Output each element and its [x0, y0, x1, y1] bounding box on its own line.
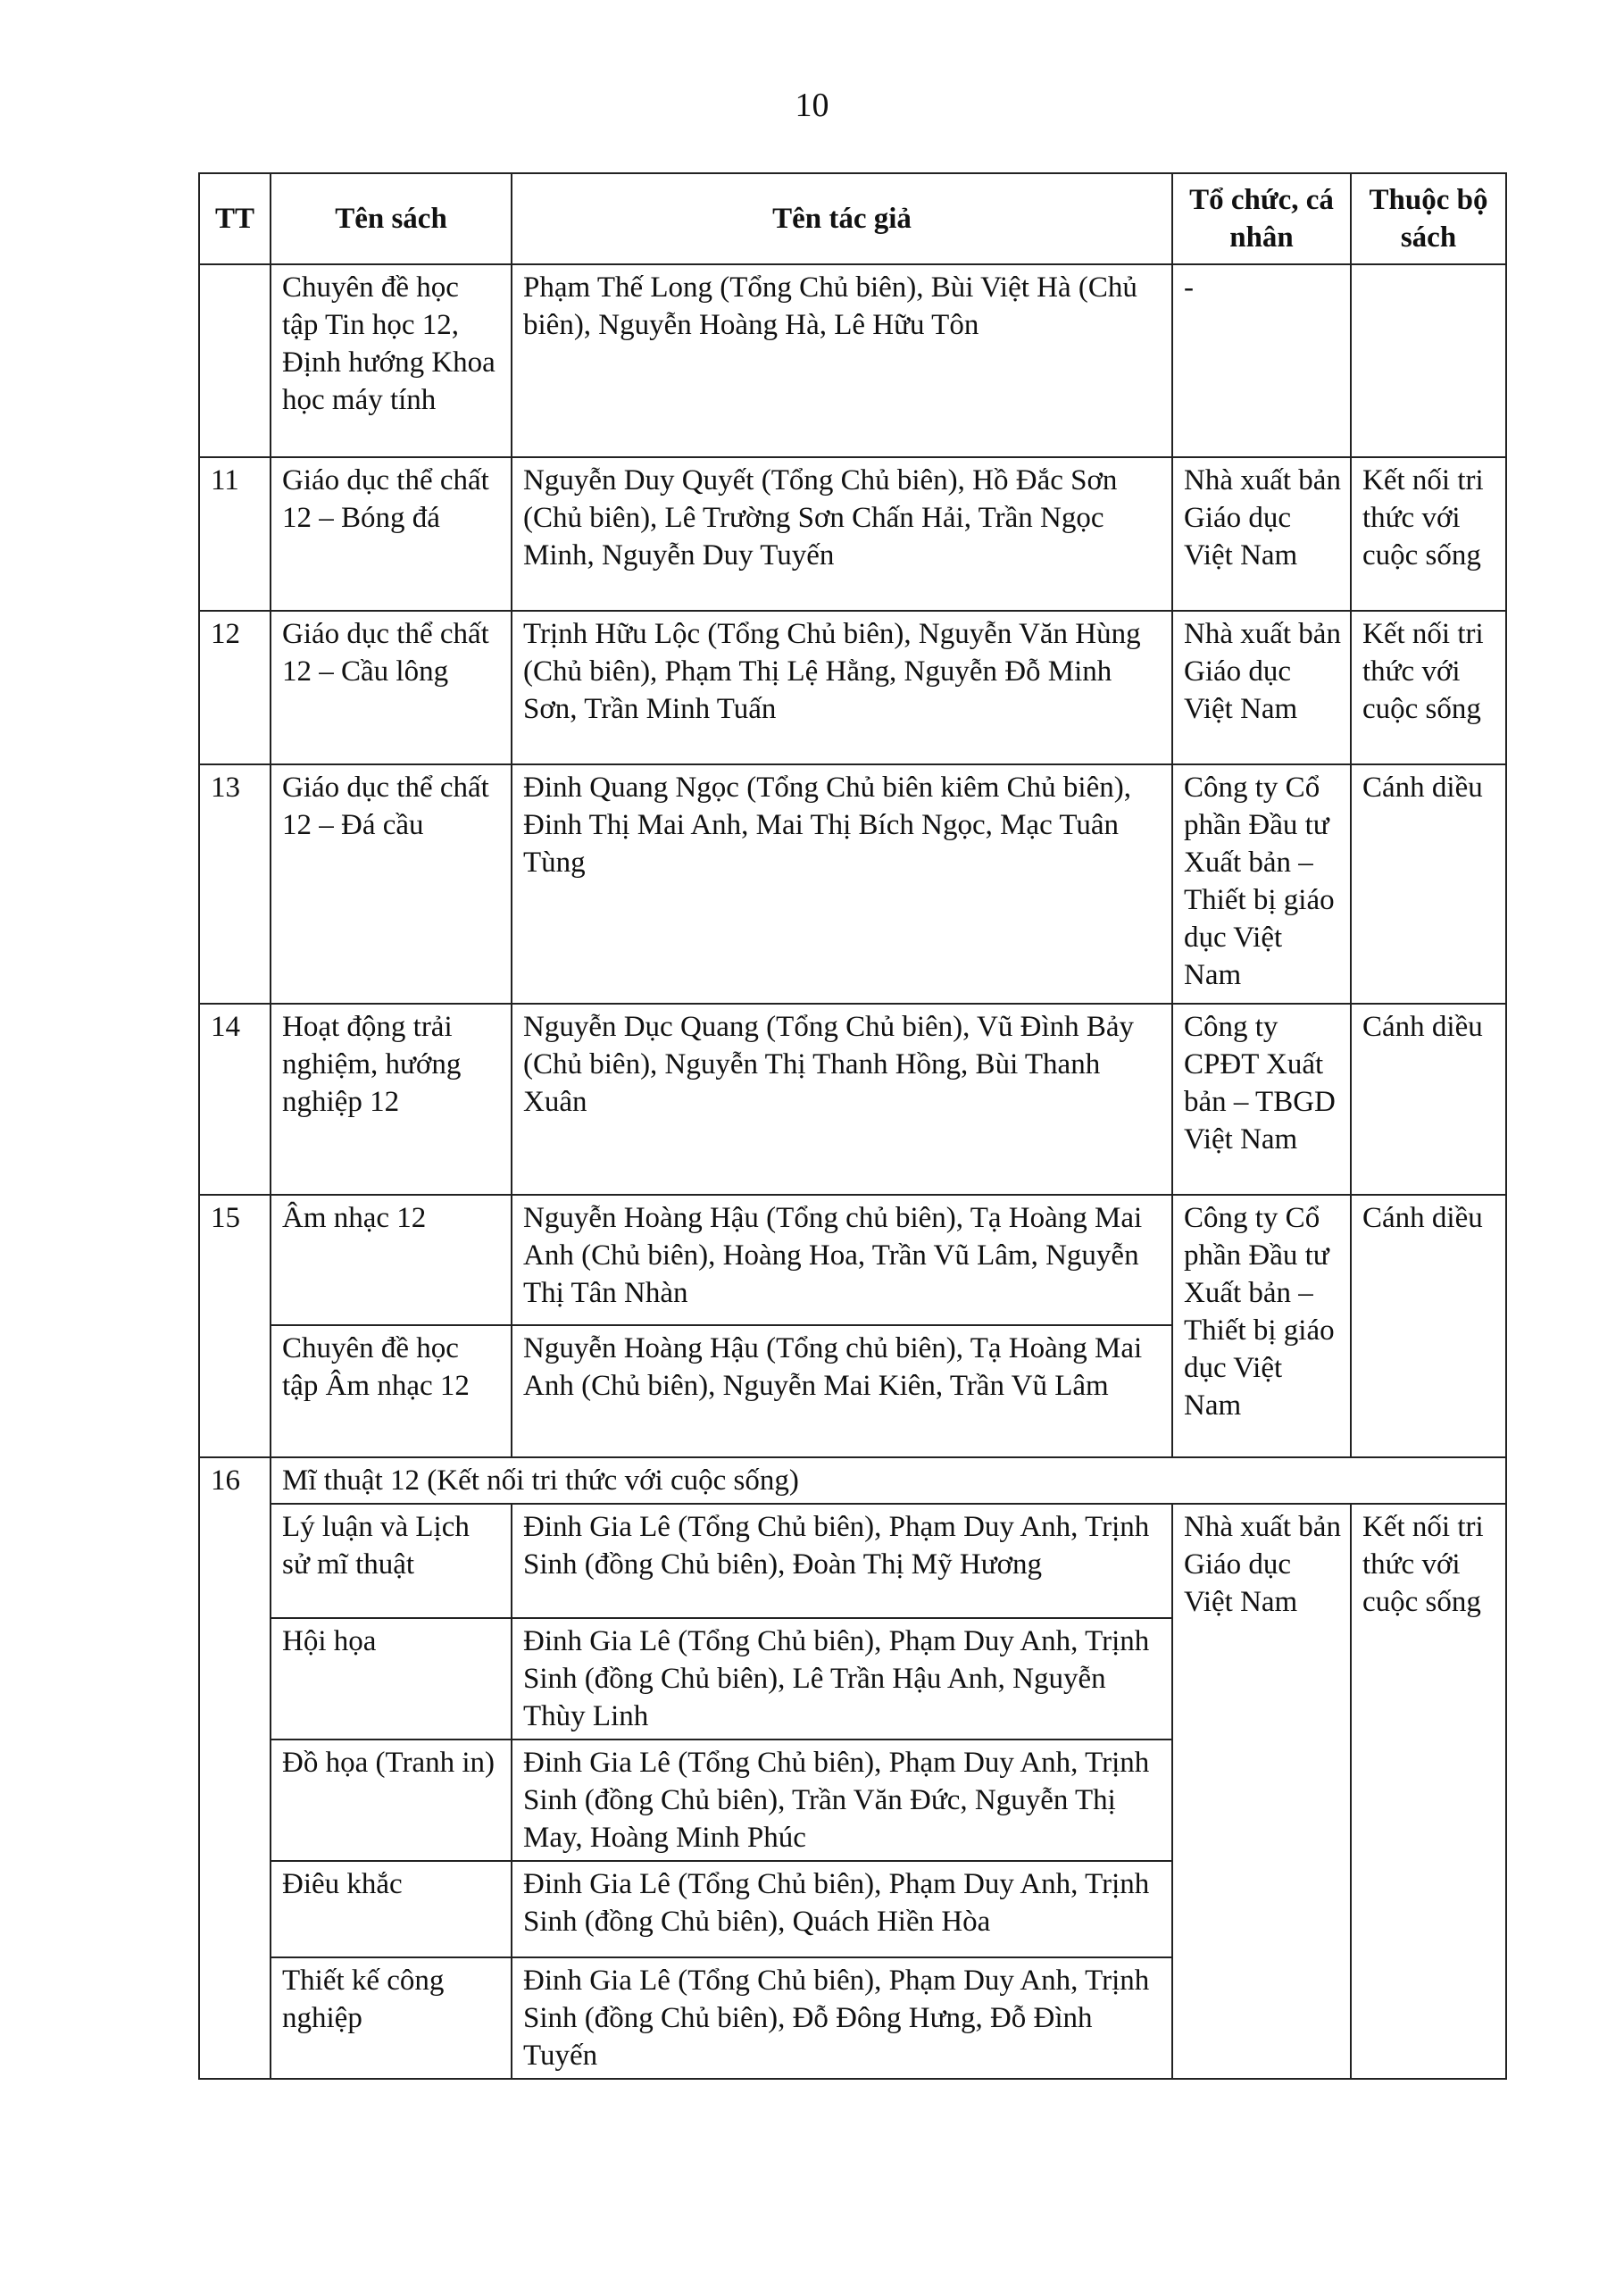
book-cell: Âm nhạc 12: [271, 1195, 512, 1325]
org-cell: Nhà xuất bản Giáo dục Việt Nam: [1172, 457, 1351, 611]
book-cell: Chuyên đề học tập Tin học 12, Định hướng Khoa học máy tính: [271, 264, 512, 457]
author-cell: Nguyễn Hoàng Hậu (Tổng chủ biên), Tạ Hoàng Mai Anh (Chủ biên), Nguyễn Mai Kiên, Trần Vũ Lâm: [512, 1325, 1172, 1457]
org-cell: Công ty CPĐT Xuất bản – TBGD Việt Nam: [1172, 1004, 1351, 1195]
org-cell: Công ty Cổ phần Đầu tư Xuất bản – Thiết bị giáo dục Việt Nam: [1172, 764, 1351, 1004]
table-row: [199, 764, 1506, 1004]
book-cell: Hội họa: [271, 1618, 512, 1740]
table-header-row: [199, 173, 1506, 264]
series-cell: Kết nối tri thức với cuộc sống: [1351, 1504, 1506, 2079]
page-number: 10: [795, 87, 829, 124]
group-title-cell: Mĩ thuật 12 (Kết nối tri thức với cuộc sống): [271, 1457, 1506, 1504]
author-cell: Phạm Thế Long (Tổng Chủ biên), Bùi Việt Hà (Chủ biên), Nguyễn Hoàng Hà, Lê Hữu Tôn: [512, 264, 1172, 457]
book-cell: Giáo dục thể chất 12 – Cầu lông: [271, 611, 512, 764]
table-row: [199, 457, 1506, 611]
header-book: Tên sách: [271, 173, 512, 264]
author-cell: Đinh Gia Lê (Tổng Chủ biên), Phạm Duy Anh, Trịnh Sinh (đồng Chủ biên), Quách Hiền Hòa: [512, 1861, 1172, 1957]
book-cell: Giáo dục thể chất 12 – Đá cầu: [271, 764, 512, 1004]
author-cell: Đinh Gia Lê (Tổng Chủ biên), Phạm Duy Anh, Trịnh Sinh (đồng Chủ biên), Đỗ Đông Hưng, Đỗ Đình Tuyến: [512, 1957, 1172, 2079]
table-row: [199, 1504, 1506, 1618]
series-cell: [1351, 264, 1506, 457]
tt-cell: [199, 264, 271, 457]
series-cell: Cánh diều: [1351, 764, 1506, 1004]
table-row: [199, 1457, 1506, 1504]
series-cell: Cánh diều: [1351, 1004, 1506, 1195]
author-cell: Nguyễn Duy Quyết (Tổng Chủ biên), Hồ Đắc Sơn (Chủ biên), Lê Trường Sơn Chấn Hải, Trần Ngọc Minh, Nguyễn Duy Tuyến: [512, 457, 1172, 611]
book-cell: Lý luận và Lịch sử mĩ thuật: [271, 1504, 512, 1618]
author-cell: Nguyễn Hoàng Hậu (Tổng chủ biên), Tạ Hoàng Mai Anh (Chủ biên), Hoàng Hoa, Trần Vũ Lâm, Nguyễn Thị Tân Nhàn: [512, 1195, 1172, 1325]
tt-cell: 16: [199, 1457, 271, 2079]
header-series: Thuộc bộ sách: [1351, 173, 1506, 264]
series-cell: Kết nối tri thức với cuộc sống: [1351, 611, 1506, 764]
org-cell: Nhà xuất bản Giáo dục Việt Nam: [1172, 1504, 1351, 2079]
book-cell: Điêu khắc: [271, 1861, 512, 1957]
tt-cell: 15: [199, 1195, 271, 1457]
header-author: Tên tác giả: [512, 173, 1172, 264]
series-cell: Kết nối tri thức với cuộc sống: [1351, 457, 1506, 611]
book-cell: Thiết kế công nghiệp: [271, 1957, 512, 2079]
table-row: [199, 1004, 1506, 1195]
author-cell: Trịnh Hữu Lộc (Tổng Chủ biên), Nguyễn Văn Hùng (Chủ biên), Phạm Thị Lệ Hằng, Nguyễn Đỗ Minh Sơn, Trần Minh Tuấn: [512, 611, 1172, 764]
table-row: [199, 611, 1506, 764]
book-cell: Giáo dục thể chất 12 – Bóng đá: [271, 457, 512, 611]
author-cell: Đinh Gia Lê (Tổng Chủ biên), Phạm Duy Anh, Trịnh Sinh (đồng Chủ biên), Trần Văn Đức, Nguyễn Thị May, Hoàng Minh Phúc: [512, 1740, 1172, 1861]
series-cell: Cánh diều: [1351, 1195, 1506, 1457]
book-cell: Hoạt động trải nghiệm, hướng nghiệp 12: [271, 1004, 512, 1195]
table-row: [199, 1195, 1506, 1325]
tt-cell: 12: [199, 611, 271, 764]
header-tt: TT: [199, 173, 271, 264]
org-cell: -: [1172, 264, 1351, 457]
author-cell: Đinh Quang Ngọc (Tổng Chủ biên kiêm Chủ biên), Đinh Thị Mai Anh, Mai Thị Bích Ngọc, Mạc Tuân Tùng: [512, 764, 1172, 1004]
author-cell: Nguyễn Dục Quang (Tổng Chủ biên), Vũ Đình Bảy (Chủ biên), Nguyễn Thị Thanh Hồng, Bùi Thanh Xuân: [512, 1004, 1172, 1195]
org-cell: Công ty Cổ phần Đầu tư Xuất bản – Thiết bị giáo dục Việt Nam: [1172, 1195, 1351, 1457]
author-cell: Đinh Gia Lê (Tổng Chủ biên), Phạm Duy Anh, Trịnh Sinh (đồng Chủ biên), Đoàn Thị Mỹ Hương: [512, 1504, 1172, 1618]
textbook-table: [198, 172, 1507, 2080]
author-cell: Đinh Gia Lê (Tổng Chủ biên), Phạm Duy Anh, Trịnh Sinh (đồng Chủ biên), Lê Trần Hậu Anh, Nguyễn Thùy Linh: [512, 1618, 1172, 1740]
book-cell: Đồ họa (Tranh in): [271, 1740, 512, 1861]
org-cell: Nhà xuất bản Giáo dục Việt Nam: [1172, 611, 1351, 764]
header-org: Tổ chức, cá nhân: [1172, 173, 1351, 264]
tt-cell: 13: [199, 764, 271, 1004]
tt-cell: 14: [199, 1004, 271, 1195]
tt-cell: 11: [199, 457, 271, 611]
book-cell: Chuyên đề học tập Âm nhạc 12: [271, 1325, 512, 1457]
table-row: [199, 264, 1506, 457]
